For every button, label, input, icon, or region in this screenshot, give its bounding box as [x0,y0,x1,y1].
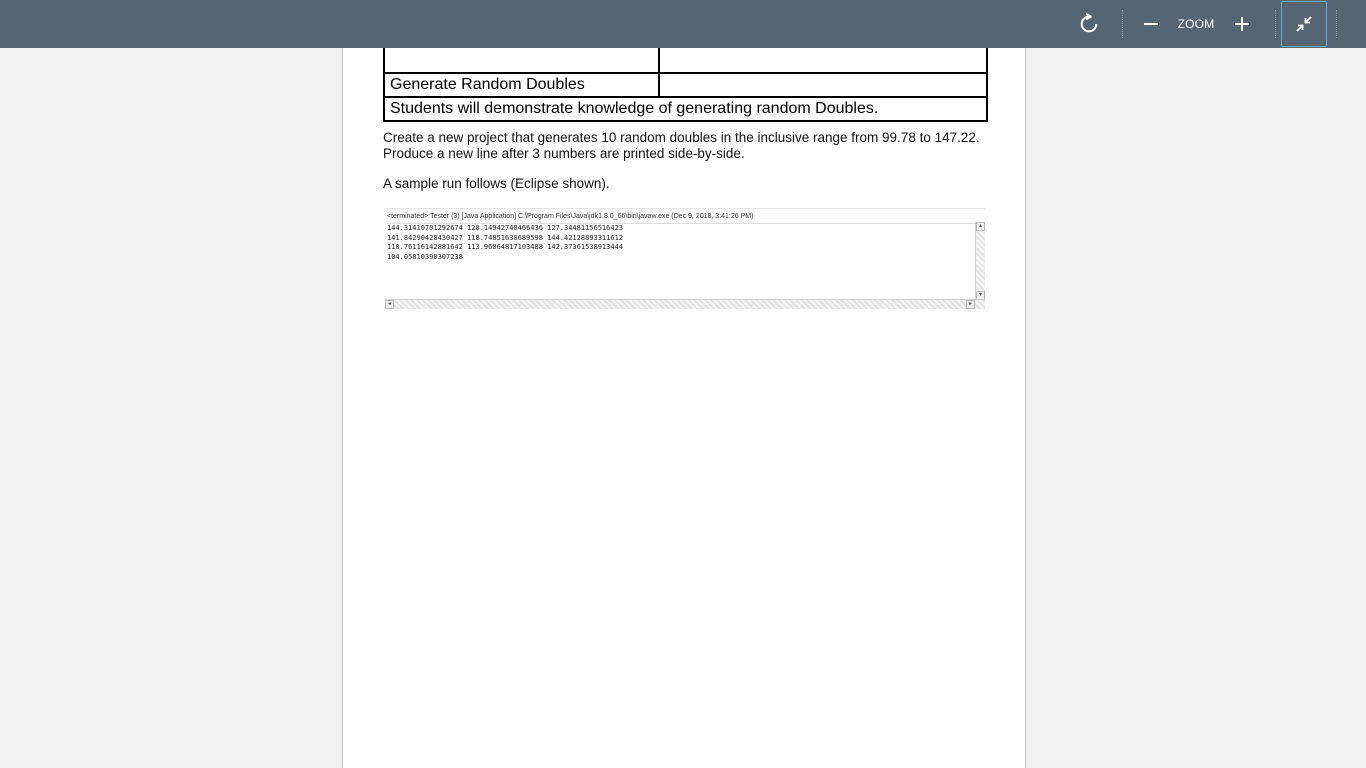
table-cell [660,74,986,96]
console-line: 110.76116142881642 113.96064817103488 142.37361538913444 [387,243,624,251]
zoom-label: ZOOM [1177,17,1215,31]
console-output [387,223,975,299]
scroll-down-icon: ▾ [976,291,985,300]
lesson-table [383,48,988,122]
rotate-icon [1078,13,1100,35]
minus-icon [1143,16,1159,32]
exit-fullscreen-icon [1294,14,1314,34]
scroll-up-icon: ▴ [976,222,985,231]
toolbar-separator [1336,10,1337,38]
console-header: <terminated> Tester (3) [Java Application] C:\Program Files\Java\jdk1.8.0_66\bin\javaw.exe (Dec 9, 2018, 3:41:26 PM) [387,213,754,220]
scroll-left-icon: ◂ [385,300,394,309]
scroll-right-icon: ▸ [966,300,975,309]
viewer-toolbar [0,0,1366,48]
document-page [342,48,1026,768]
table-row [385,96,986,120]
table-row [385,48,986,72]
console-screenshot [385,208,985,309]
sample-run-label: A sample run follows (Eclipse shown). [383,176,610,191]
console-line: 144.31410701292674 128.14942740466436 127.34481156516423 [387,224,624,232]
exit-fullscreen-button[interactable] [1281,1,1327,47]
toolbar-separator [1122,10,1123,38]
table-cell [660,48,986,72]
lesson-title-cell: Generate Random Doubles [385,74,660,96]
instruction-line-2: Produce a new line after 3 numbers are printed side-by-side. [383,146,745,161]
rotate-button[interactable] [1067,1,1111,47]
console-horizontal-scrollbar [385,299,985,309]
console-line: 104.05810390307238 [387,252,463,261]
console-vertical-scrollbar [975,222,985,300]
objective-cell: Students will demonstrate knowledge of generating random Doubles. [390,100,879,117]
zoom-out-button[interactable] [1129,1,1173,47]
table-cell [385,48,660,72]
instruction-line-1: Create a new project that generates 10 random doubles in the inclusive range from 99.78 to 147.22. [383,130,980,145]
zoom-in-button[interactable] [1220,1,1264,47]
table-row [385,72,986,96]
console-line: 141.84290428430427 118.74851630689598 144.42128893311612 [387,233,624,242]
toolbar-separator [1275,10,1276,38]
plus-icon [1234,16,1250,32]
